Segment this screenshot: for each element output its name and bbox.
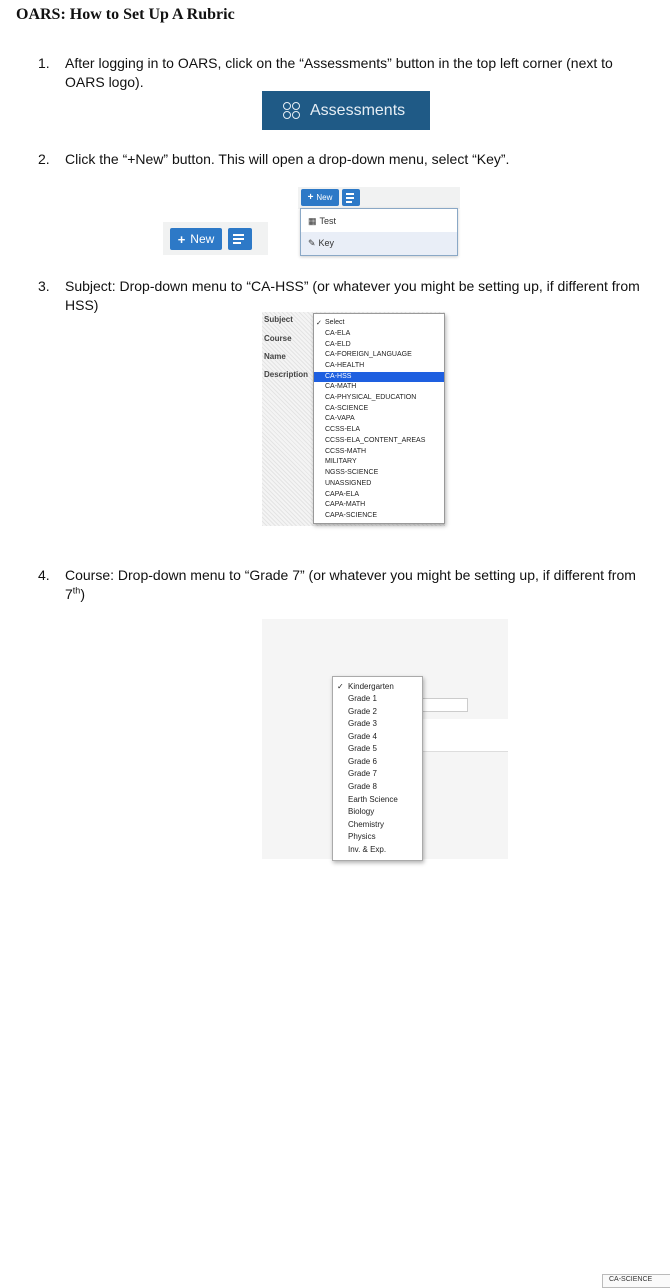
list-options-button-small[interactable]: [342, 189, 360, 206]
description-textarea[interactable]: [422, 719, 508, 752]
option[interactable]: CCSS-MATH: [325, 448, 367, 455]
option[interactable]: CCSS-ELA: [325, 426, 361, 433]
assessments-label: Assessments: [310, 101, 406, 119]
checkmark-icon: ✓: [337, 682, 344, 691]
option[interactable]: CCSS-ELA_CONTENT_AREAS: [325, 437, 426, 444]
option[interactable]: Grade 1: [348, 694, 377, 703]
option[interactable]: MILITARY: [325, 458, 357, 465]
plus-icon: +: [307, 192, 314, 203]
option[interactable]: CAPA-MATH: [325, 501, 366, 508]
option[interactable]: CA-FOREIGN_LANGUAGE: [325, 351, 412, 358]
new-button-small[interactable]: [301, 189, 339, 206]
menu-item-key[interactable]: ✎ Key: [308, 238, 335, 248]
option[interactable]: CAPA-SCIENCE: [325, 512, 377, 519]
option[interactable]: Biology: [348, 807, 375, 816]
subject-select[interactable]: CA-SCIENCE: [602, 1274, 670, 1288]
option[interactable]: Grade 7: [348, 769, 377, 778]
option[interactable]: UNASSIGNED: [325, 480, 372, 487]
option[interactable]: Inv. & Exp.: [348, 845, 387, 854]
step-3: [38, 277, 653, 315]
key-icon: ✎: [308, 238, 316, 248]
option-selected[interactable]: CA-HSS: [325, 373, 352, 380]
plus-icon: +: [177, 231, 186, 247]
grid-icon: ▦: [308, 216, 317, 226]
option[interactable]: CA-PHYSICAL_EDUCATION: [325, 394, 417, 401]
assessments-icon: [282, 101, 302, 121]
field-label-name: Name: [264, 352, 286, 361]
option[interactable]: CA-ELD: [325, 341, 351, 348]
step-text: Course: Drop-down menu to “Grade 7” (or whatever you might be setting up, if different from 7th): [65, 567, 636, 602]
step-number: 4.: [38, 567, 50, 583]
option[interactable]: Earth Science: [348, 795, 398, 804]
option[interactable]: CA-ELA: [325, 330, 351, 337]
menu-item-test[interactable]: ▦ Test: [308, 216, 337, 226]
step-number: 3.: [38, 278, 50, 294]
subject-dropdown-list: [313, 313, 445, 524]
assessments-button-screenshot[interactable]: [262, 91, 430, 130]
option[interactable]: NGSS-SCIENCE: [325, 469, 379, 476]
new-label: New: [316, 193, 333, 202]
document-title: OARS: How to Set Up A Rubric: [16, 6, 235, 23]
option[interactable]: Kindergarten: [348, 682, 394, 691]
field-label-course: Course: [264, 334, 292, 343]
new-dropdown-menu: [300, 208, 458, 256]
step-text: Click the “+New” button. This will open a drop-down menu, select “Key”.: [65, 151, 510, 167]
option[interactable]: Physics: [348, 832, 376, 841]
step-4: [38, 566, 653, 604]
list-options-button[interactable]: [228, 228, 252, 250]
step-text: Subject: Drop-down menu to “CA-HSS” (or whatever you might be setting up, if different from HSS): [65, 278, 640, 313]
option[interactable]: Grade 8: [348, 782, 377, 791]
field-label-description: Description: [264, 370, 309, 379]
checkmark-icon: ✓: [316, 320, 322, 327]
step-number: 2.: [38, 151, 50, 167]
option[interactable]: CA-VAPA: [325, 415, 355, 422]
new-label: New: [190, 232, 215, 246]
step-2: [38, 150, 653, 169]
step-text: After logging in to OARS, click on the “Assessments” button in the top left corner (next to OARS logo).: [65, 55, 613, 90]
step-number: 1.: [38, 55, 50, 71]
option[interactable]: Grade 5: [348, 744, 377, 753]
name-input[interactable]: [420, 698, 468, 712]
course-dropdown-list: [332, 676, 423, 861]
option[interactable]: CAPA-ELA: [325, 491, 360, 498]
option[interactable]: CA-HEALTH: [325, 362, 365, 369]
option[interactable]: Grade 3: [348, 719, 377, 728]
option[interactable]: Grade 6: [348, 757, 377, 766]
option[interactable]: Grade 2: [348, 707, 377, 716]
option[interactable]: Select: [325, 319, 345, 326]
option[interactable]: CA-SCIENCE: [325, 405, 369, 412]
option[interactable]: Chemistry: [348, 820, 385, 829]
option[interactable]: Grade 4: [348, 732, 377, 741]
field-label-subject: Subject: [264, 315, 293, 324]
step-1: [38, 54, 653, 92]
new-button-large[interactable]: [170, 228, 222, 250]
option[interactable]: CA-MATH: [325, 383, 357, 390]
